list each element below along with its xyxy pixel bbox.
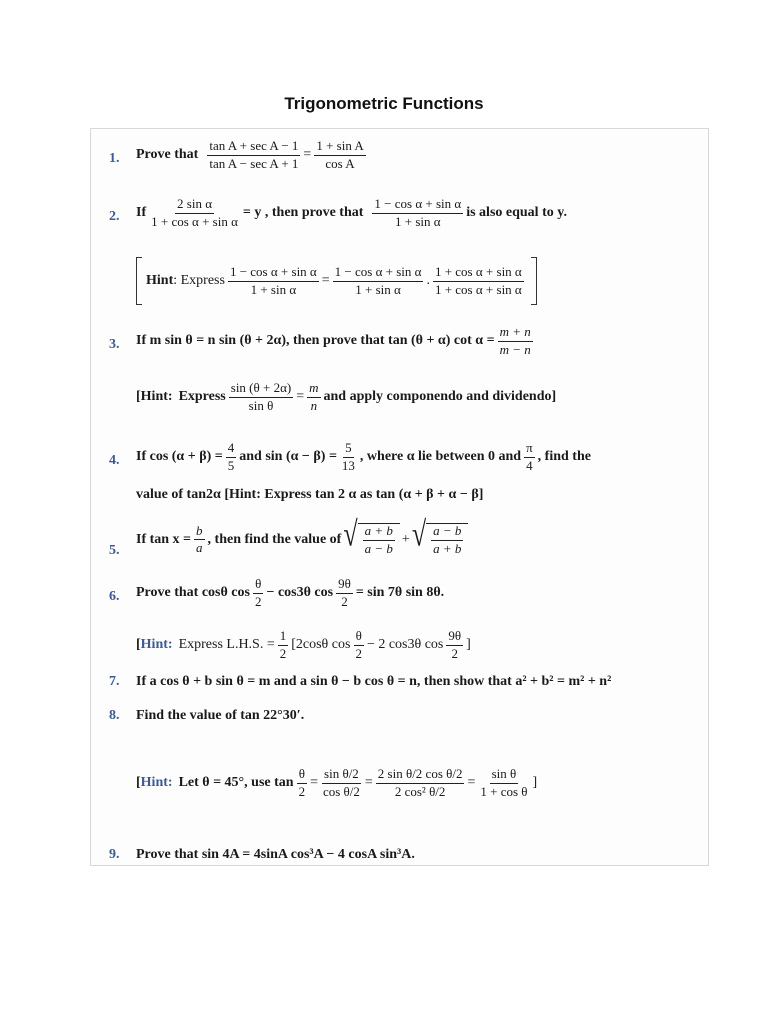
fraction-denominator: 2 [254,593,262,609]
fraction-denominator: 2 [298,783,306,799]
fraction-denominator: sin θ [248,397,274,413]
equals-sign: = [321,272,330,288]
problem-number: 1. [109,151,120,166]
problem-text: Prove that cosθ cos [136,585,250,601]
fraction-denominator: tan A − sec A + 1 [209,155,299,171]
fraction-numerator: 1 − cos α + sin α [333,265,424,282]
problem-text: = y , then prove that [242,205,364,221]
hint-label: Hint: [140,775,173,791]
problem-text: If m sin θ = n sin (θ + 2α), then prove that tan (θ + α) cot α = [136,333,495,349]
fraction-numerator: tan A + sec A − 1 [207,139,300,156]
square-root: √ $\frac{a + b}{a - b}$ [343,523,400,557]
fraction-numerator: a + b [363,524,395,541]
problem-number: 5. [109,543,120,558]
problem-text: If cos (α + β) = [136,449,223,465]
fraction-denominator: 5 [227,457,235,473]
fraction-numerator: 1 − cos α + sin α [228,265,319,282]
problem-text: Prove that [136,147,199,163]
hint-label: Hint [146,272,174,288]
plus-sign: + [401,531,410,547]
fraction-numerator: 4 [226,441,237,458]
fraction-denominator: 1 + sin α [250,281,297,297]
fraction-denominator: 2 [279,645,287,661]
left-bracket: [ [136,389,141,405]
fraction-numerator: θ [253,577,263,594]
left-bracket: [ [136,637,141,653]
hint-label: Hint: [140,389,173,405]
problem-text: If tan x = [136,531,192,547]
left-bracket: [ [136,775,141,791]
fraction-numerator: 9θ [446,629,463,646]
fraction-denominator: a + b [433,540,462,556]
fraction-denominator: a − b [364,540,393,556]
fraction-numerator: 1 − cos α + sin α [372,197,463,214]
fraction-denominator: 1 + sin α [395,213,441,229]
fraction-numerator: 2 sin θ/2 cos θ/2 [376,767,465,784]
fraction-denominator: cos A [325,155,355,171]
fraction-denominator: 2 cos² θ/2 [394,783,446,799]
problem-number: 3. [109,337,120,352]
fraction-denominator: 1 + cos α + sin α [151,213,238,229]
problem-text: = sin 7θ sin 8θ. [355,585,445,601]
problem-text: , then find the value of [207,531,342,547]
equals-sign: = [310,775,318,791]
fraction-numerator: a − b [431,524,463,541]
fraction-denominator: 2 [355,645,362,661]
page-title: Trigonometric Functions [284,94,484,113]
hint-text: Express L.H.S. = [178,637,275,653]
right-bracket [531,257,537,305]
fraction-numerator: 1 [278,629,289,646]
problem-text: Prove that sin 4A = 4sinA cos³A − 4 cosA sin³A. [136,847,415,862]
fraction-numerator: θ [354,629,364,646]
dot-operator: . [426,272,430,288]
fraction-numerator: 1 + cos α + sin α [433,265,524,282]
fraction-denominator: 2 [451,645,458,661]
problem-text: and sin (α − β) = [239,449,337,465]
fraction-denominator: 13 [341,457,355,473]
fraction-denominator: 1 + sin α [355,281,401,297]
fraction-numerator: sin θ [490,767,519,784]
left-bracket [136,257,142,305]
fraction-numerator: π [524,441,535,458]
problem-text: Find the value of tan 22°30′. [136,708,305,723]
fraction-numerator: b [194,524,205,541]
fraction-numerator: 5 [343,441,354,458]
problem-text: , where α lie between 0 and [359,449,522,465]
problem-text: , find the [537,449,591,465]
fraction-numerator: 1 + sin A [314,139,365,156]
hint-text: : Express [173,272,225,288]
problems-panel: 1. Prove that $\frac{\text{tan A + sec A − 1}}{\text{tan A − sec A + 1}}$ = $\frac{\text{1 + sin A}}{\text{cos A}}$ 2. If $\frac{\text{2 sin α}}{\text{1 + cos α + sin α}}$ = y , then prove that $\frac{\text{1 − cos α + sin α}}{\text{1 + sin α}}$ is also equal to y. Hint : Express $\frac{\text{1 − cos α + sin α}}{\text{1 + sin α}}$ = $\frac{\text{1 − cos α + sin α}}{\text{1 + sin α}}$ . $\frac{\text{1 + cos α + sin α}}{\text{1 + cos α + sin α}}$ 3. If m sin θ = n sin (θ + 2α), then prove that tan (θ + α) cot α = $\frac{m + n}{m - n}$ [ Hint: Express $\frac{\sin (\theta + 2\alpha)}{\text{sin θ}}$ = $\frac{m}{n}$ and apply componendo and dividendo] 4. If cos (α + β) = $\frac{4}{5}$ and sin (α − β) = $\frac{5}{13}$ , where α lie between 0 and $\frac{\pi}{4}$ , find the value of tan2α [Hint: Express tan 2 α as tan (α + β + α − β] 5. If tan x = $\frac{b}{a}$ , then find the value of √ $\frac{a + b}{a - b}$ + √ $\frac{a - b}{a + b}$ 6. Prove that cosθ cos $\frac{\theta}{2}$ − cos3θ cos $\frac{9\theta}{2}$ = sin 7θ sin 8θ. [ Hint: Express L.H.S. = $\frac{1}{2}$ [2cosθ cos $\frac{\theta}{2}$ − 2 cos3θ cos $\frac{9\theta}{2}$ ] 7. If a cos θ + b sin θ = m and a sin θ − b cos θ = n, then show that a² + b² = m² + n² 8. Find the value of tan 22°30′. [ Hint: Let θ = 45°, use tan $\frac{\theta}{2}$ = $\frac{\text{sin θ/2}}{\text{cos θ/2}}$ = $\frac{\text{2 sin θ/2 cos θ/2}}{\text{2 cos² θ/2}}$ = $\frac{\text{sin θ}}{\text{1 + cos θ}}$ ] 9. Prove that sin 4A = 4sinA cos³A − 4 cosA sin³A. [90,128,709,866]
equals-sign: = [303,147,312,163]
fraction-denominator: 4 [526,457,533,473]
fraction-denominator: 2 [341,593,348,609]
equals-sign: = [296,389,305,405]
problem-text: value of tan2α [Hint: Express tan 2 α as tan (α + β + α − β] [136,487,484,502]
fraction-numerator: 2 sin α [175,197,214,214]
fraction-numerator: 9θ [336,577,353,594]
problem-text: − cos3θ cos [266,585,334,601]
hint-label: Hint: [140,637,173,653]
hint-text: [2cosθ cos [291,637,351,653]
problem-number: 9. [109,847,120,862]
fraction-numerator: m [307,381,320,398]
problem-number: 2. [109,209,120,224]
problem-number: 8. [109,708,120,723]
fraction-numerator: m + n [498,325,533,342]
fraction-denominator: m − n [499,341,531,357]
fraction-numerator: sin θ/2 [322,767,361,784]
hint-text: Express [178,389,226,405]
problem-number: 7. [109,674,120,689]
fraction-numerator: sin (θ + 2α) [229,381,293,398]
right-bracket: ] [532,775,538,791]
problem-text: is also equal to y. [466,205,567,221]
fraction-denominator: n [310,397,318,413]
problem-text: If [136,205,147,221]
fraction-numerator: θ [297,767,307,784]
hint-text: − 2 cos3θ cos [366,637,444,653]
problem-text: If a cos θ + b sin θ = m and a sin θ − b cos θ = n, then show that a² + b² = m² + n² [136,674,612,689]
fraction-denominator: 1 + cos α + sin α [434,281,522,297]
hint-text: Let θ = 45°, use tan [178,775,294,791]
hint-text: and apply componendo and dividendo] [323,389,557,405]
problem-number: 4. [109,453,120,468]
fraction-denominator: 1 + cos θ [480,783,528,799]
fraction-denominator: a [196,540,203,556]
square-root: √ $\frac{a - b}{a + b}$ [412,523,469,557]
right-bracket: ] [466,637,471,653]
problem-number: 6. [109,589,120,604]
fraction-denominator: cos θ/2 [322,783,360,799]
